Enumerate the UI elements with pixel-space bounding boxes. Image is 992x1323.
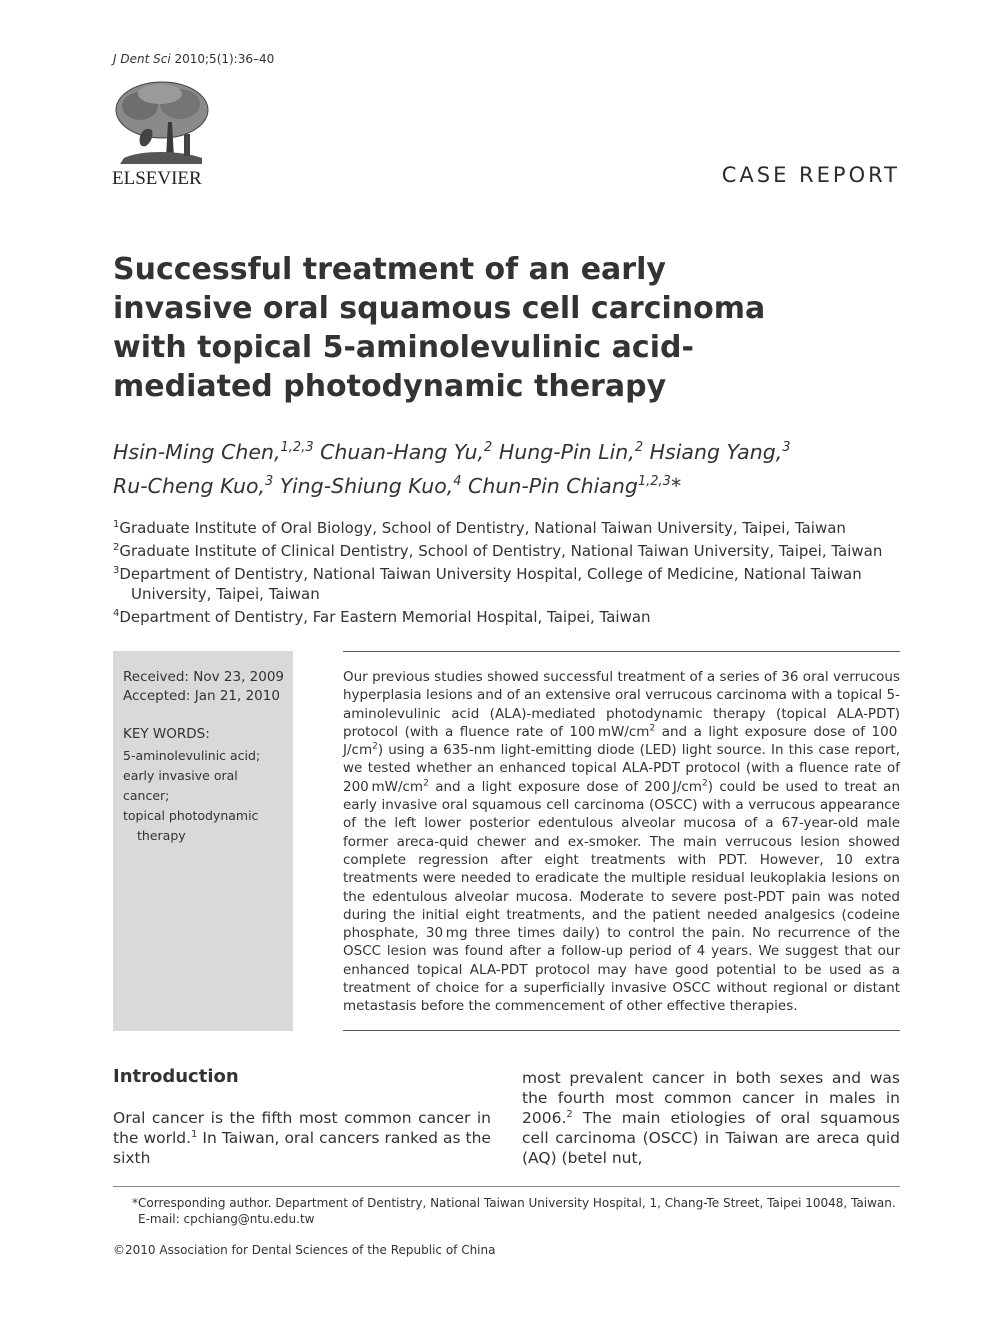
keywords-heading: KEY WORDS: <box>123 726 210 742</box>
corresponding-mark: * <box>670 473 682 498</box>
copyright-notice: ©2010 Association for Dental Sciences of the Republic of China <box>113 1243 496 1257</box>
article-dates <box>123 668 284 706</box>
author: Hung-Pin Lin,$^2$ <box>492 439 644 464</box>
article-title: Successful treatment of an early invasive oral squamous cell carcinoma with topical 5-aminolevulinic acid-mediated photodynamic therapy <box>113 252 766 404</box>
abstract-top-rule <box>343 651 900 652</box>
keyword: therapy <box>137 828 186 843</box>
body-column-left: Oral cancer is the fifth most common cancer in the world.$^1$ In Taiwan, oral cancers ranked as the sixth <box>113 1109 491 1167</box>
affiliation: $^1$Graduate Institute of Oral Biology, School of Dentistry, National Taiwan University, Taipei, Taiwan <box>113 519 846 537</box>
corresponding-email[interactable]: E-mail: cpchiang@ntu.edu.tw <box>138 1212 315 1226</box>
author-list <box>113 433 873 501</box>
elsevier-wordmark: ELSEVIER <box>112 168 202 189</box>
affiliation-list <box>113 515 903 627</box>
author: Ru-Cheng Kuo,$^3$ <box>113 473 274 498</box>
affiliation: $^4$Department of Dentistry, Far Eastern Memorial Hospital, Taipei, Taiwan <box>113 608 651 626</box>
accepted-date: Accepted: Jan 21, 2010 <box>123 688 280 704</box>
keyword: 5-aminolevulinic acid; <box>123 748 261 763</box>
abstract-bottom-rule <box>343 1030 900 1031</box>
body-column-right: most prevalent cancer in both sexes and was the fourth most common cancer in males in 2006.$^2$ The main etiologies of oral squamous cell carcinoma (OSCC) in Taiwan are areca quid (AQ) (betel nut, <box>522 1069 900 1167</box>
keyword: early invasive oral cancer; <box>123 768 238 803</box>
author: Ying-Shiung Kuo,$^4$ <box>273 473 462 498</box>
received-date: Received: Nov 23, 2009 <box>123 669 285 685</box>
author: Hsiang Yang,$^3$ <box>643 439 791 464</box>
author: Chun-Pin Chiang$^{1,2,3}$ <box>461 473 671 498</box>
keywords-list <box>123 746 288 846</box>
section-heading-introduction: Introduction <box>113 1066 239 1087</box>
abstract-text: Our previous studies showed successful treatment of a series of 36 oral verrucous hyperplasia lesions and of an extensive oral verrucous carcinoma with a topical 5-aminolevulinic acid (ALA)-mediated photodynamic therapy (topical ALA-PDT) protocol (with a fluence rate of 100 $mW/cm^2$ and a light exposure dose of 100 $J/cm^2$) using a 635-nm light-emitting diode (LED) light source. In this case report, we tested whether an enhanced topical ALA-PDT protocol (with a fluence rate of 200 $mW/cm^2$ and a light exposure dose of 200 $J/cm^2$) could be used to treat an early invasive oral squamous cell carcinoma (OSCC) with a verrucous appearance of the left lower posterior edentulous alveolar mucosa of a 67-year-old male former areca-quid chewer and ex-smoker. The main verrucous lesion showed complete regression after eight treatments with PDT. However, 10 extra treatments were needed to eradicate the multiple residual leukoplakia lesions on the edentulous alveolar mucosa. Moderate to severe post-PDT pain was noted during the initial eight treatments, and the patient needed analgesics (codeine phosphate, 30 mg three times daily) to control the pain. No recurrence of the OSCC lesion was found after a follow-up period of 4 years. We suggest that our enhanced topical ALA-PDT protocol may have good potential to be used as a treatment of choice for a superficially invasive OSCC without regional or distant metastasis before the commencement of other effective therapies. <box>343 669 900 1015</box>
affiliation: $^2$Graduate Institute of Clinical Dentistry, School of Dentistry, National Taiwan University, Taipei, Taiwan <box>113 542 883 560</box>
journal-citation <box>113 52 274 66</box>
keyword: topical photodynamic <box>123 808 259 823</box>
journal-volume: 2010;5(1):36–40 <box>170 52 275 66</box>
affiliation: $^3$Department of Dentistry, National Taiwan University Hospital, College of Medicine, National Taiwan University, Taipei, Taiwan <box>113 565 862 603</box>
corresponding-author-note: *Corresponding author. Department of Dentistry, National Taiwan University Hospital, 1, Chang-Te Street, Taipei 10048, Taiwan. E-mail: cpchiang@ntu.edu.tw <box>132 1195 902 1227</box>
journal-abbrev: J Dent Sci <box>113 52 171 66</box>
author: Hsin-Ming Chen,$^{1,2,3}$ <box>113 439 314 464</box>
author: Chuan-Hang Yu,$^2$ <box>313 439 493 464</box>
footnote-rule <box>113 1186 900 1187</box>
article-type-label: CASE REPORT <box>721 163 900 187</box>
